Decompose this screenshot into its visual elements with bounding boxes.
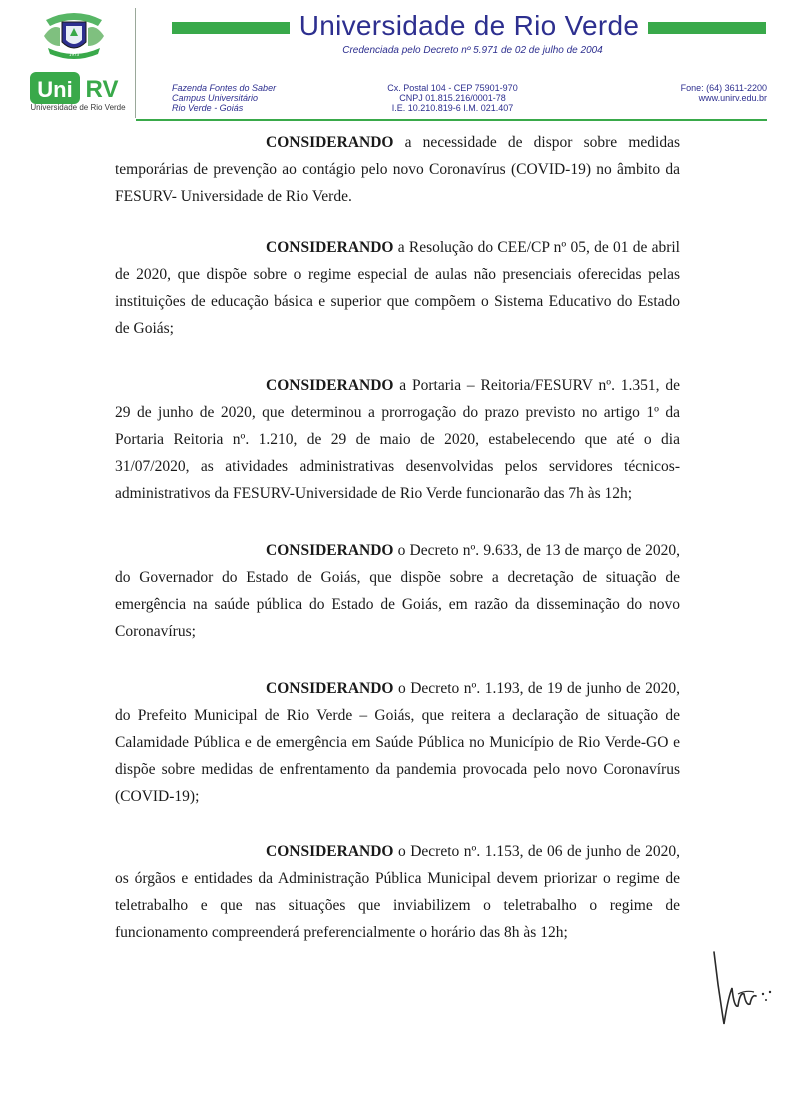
address-line: Fazenda Fontes do Saber — [172, 83, 277, 93]
considering-paragraph — [115, 675, 680, 810]
letterhead — [0, 0, 785, 124]
paragraph-keyword: CONSIDERANDO — [266, 377, 394, 394]
contact-block — [600, 83, 767, 103]
considering-paragraph — [115, 234, 680, 342]
considering-paragraph — [115, 129, 680, 210]
paragraph-text: o Decreto nº. 9.633, de 13 de março de 2020, do Governador do Estado de Goiás, que dispõe sobre a decretação de situação de emergência na saúde pública do Estado de Goiás, em razão da disseminação do novo Coronavírus; — [115, 542, 680, 640]
university-name: Universidade de Rio Verde — [298, 10, 640, 41]
title-accent-bar-left — [172, 22, 290, 34]
brand-subtitle: Universidade de Rio Verde — [30, 103, 126, 112]
address-line: Rio Verde - Goiás — [172, 103, 244, 113]
phone-line: Fone: (64) 3611-2200 — [680, 83, 767, 93]
registry-line: CNPJ 01.815.216/0001-78 — [399, 93, 506, 103]
svg-text:RV: RV — [85, 76, 119, 103]
website-link[interactable]: www.unirv.edu.br — [698, 93, 767, 103]
paragraph-text: a necessidade de dispor sobre medidas temporárias de prevenção ao contágio pelo novo Coronavírus (COVID-19) no âmbito da FESURV- Universidade de Rio Verde. — [115, 134, 680, 205]
university-crest-icon — [40, 6, 108, 62]
title-accent-bar-right — [648, 22, 766, 34]
paragraph-keyword: CONSIDERANDO — [266, 239, 394, 256]
svg-text:1973: 1973 — [68, 52, 80, 57]
paragraph-text: o Decreto nº. 1.193, de 19 de junho de 2020, do Prefeito Municipal de Rio Verde – Goiás, que reitera a declaração de situação de Calamidade Pública e de emergência em Saúde Pública no Município de Rio Verde-GO e dispõe sobre medidas de enfrentamento da pandemia provocada pelo novo Coronavírus (COVID-19); — [115, 680, 680, 805]
considering-paragraph — [115, 537, 680, 645]
registry-line: Cx. Postal 104 - CEP 75901-970 — [387, 83, 518, 93]
handwritten-signature — [708, 948, 778, 1032]
paragraph-text: a Portaria – Reitoria/FESURV nº. 1.351, de 29 de junho de 2020, que determinou a prorrogação do prazo previsto no artigo 1º da Portaria Reitoria nº. 1.210, de 29 de maio de 2020, estabelecendo que até o dia 31/07/2020, as atividades administrativas desenvolvidas pelos servidores técnicos-administrativos da FESURV-Universidade de Rio Verde funcionarão das 7h às 12h; — [115, 377, 680, 502]
paragraph-keyword: CONSIDERANDO — [266, 843, 394, 860]
paragraph-keyword: CONSIDERANDO — [266, 134, 394, 151]
address-block — [172, 83, 276, 113]
svg-text:Uni: Uni — [37, 77, 73, 102]
registry-line: I.E. 10.210.819-6 I.M. 021.407 — [391, 103, 514, 113]
considering-paragraph — [115, 838, 680, 946]
paragraph-text: a Resolução do CEE/CP nº 05, de 01 de abril de 2020, que dispõe sobre o regime especial de aulas não presenciais oferecidas pelas instituições de educação básica e superior que compõem o Sistema Educativo do Estado de Goiás; — [115, 239, 680, 337]
paragraph-keyword: CONSIDERANDO — [266, 542, 394, 559]
header-divider — [135, 8, 136, 118]
address-line: Campus Universitário — [172, 93, 259, 103]
registry-block — [360, 83, 545, 113]
paragraph-text: o Decreto nº. 1.153, de 06 de junho de 2020, os órgãos e entidades da Administração Pública Municipal devem priorizar o regime de teletrabalho e que nas situações que inviabilizem o teletrabalho o regime de funcionamento compreenderá preferencialmente o horário das 8h às 12h; — [115, 843, 680, 941]
credential-line: Credenciada pelo Decreto nº 5.971 de 02 de julho de 2004 — [342, 45, 603, 56]
considering-paragraph — [115, 372, 680, 507]
header-rule — [136, 119, 767, 121]
paragraph-keyword: CONSIDERANDO — [266, 680, 394, 697]
